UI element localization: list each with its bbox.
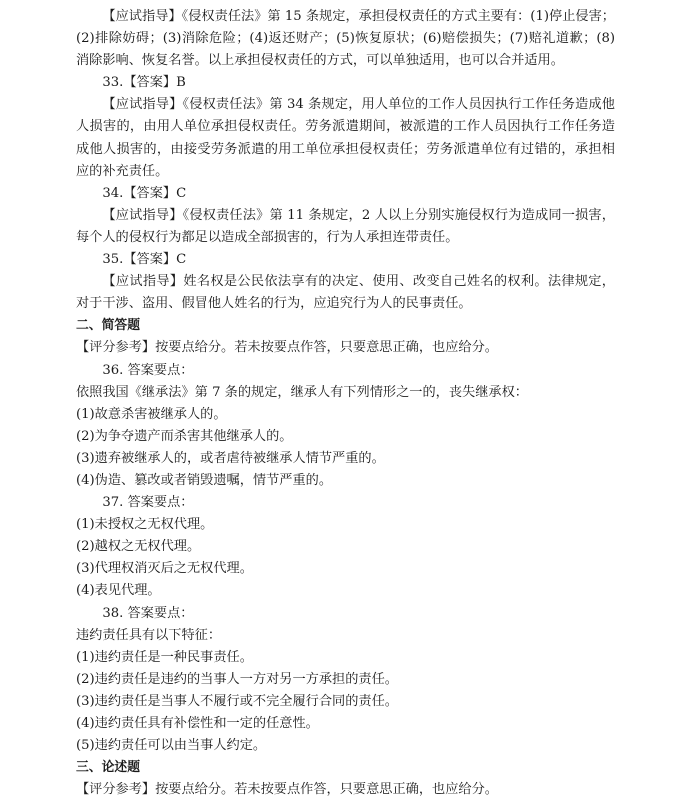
list-item: (2)为争夺遗产而杀害其他继承人的。: [76, 428, 293, 444]
list-item: 依照我国《继承法》第 7 条的规定，继承人有下列情形之一的，丧失继承权：: [76, 384, 528, 400]
list-item: 【评分参考】按要点给分。若未按要点作答，只要意思正确，也应给分。: [76, 340, 498, 356]
paragraph: 34.【答案】C: [102, 185, 187, 201]
section-heading: 三、论述题: [76, 760, 140, 776]
paragraph: 37. 答案要点：: [102, 495, 194, 511]
paragraph: 【应试指导】《侵权责任法》第 11 条规定，2 人以上分别实施侵权行为造成同一损害，每个人的侵权行为都足以造成全部损害的，行为人承担连带责任。: [76, 207, 615, 245]
list-item: 【评分参考】按要点给分。若未按要点作答，只要意思正确，也应给分。: [76, 782, 498, 798]
list-item: (5)违约责任可以由当事人约定。: [76, 738, 267, 754]
list-item: (2)违约责任是违约的当事人一方对另一方承担的责任。: [76, 671, 398, 687]
paragraph: 33.【答案】B: [102, 75, 186, 91]
list-item: (1)未授权之无权代理。: [76, 517, 214, 533]
section-heading: 二、简答题: [76, 318, 140, 334]
list-item: (2)越权之无权代理。: [76, 539, 201, 555]
list-item: (3)违约责任是当事人不履行或不完全履行合同的责任。: [76, 693, 398, 709]
list-item: (1)违约责任是一种民事责任。: [76, 649, 253, 665]
list-item: (4)违约责任具有补偿性和一定的任意性。: [76, 716, 319, 731]
list-item: (1)故意杀害被继承人的。: [76, 406, 227, 422]
answer-content: [76, 6, 615, 801]
paragraph: 【应试指导】《侵权责任法》第 34 条规定，用人单位的工作人员因执行工作任务造成他人损害的，由用人单位承担侵权责任。劳务派遣期间，被派遣的工作人员因执行工作任务造成他人损害的，由接受劳务派遣的用工单位承担侵权责任；劳务派遣单位有过错的，承担相应的补充责任。: [76, 97, 615, 179]
paragraph: 35.【答案】C: [102, 252, 187, 268]
paragraph: 38. 答案要点：: [102, 605, 194, 621]
list-item: (4)伪造、篡改或者销毁遗嘱，情节严重的。: [76, 472, 333, 488]
paragraph: 【应试指导】《侵权责任法》第 15 条规定，承担侵权责任的方式主要有：(1)停止侵害；(2)排除妨碍；(3)消除危险；(4)返还财产；(5)恢复原状；(6)赔偿损失；(7)赔礼道歉；(8)消除影响、恢复名誉。以上承担侵权责任的方式，可以单独适用，也可以合并适用。: [76, 9, 615, 69]
paragraph: 36. 答案要点：: [102, 362, 194, 378]
list-item: 违约责任具有以下特征：: [76, 627, 222, 643]
list-item: (3)遗弃被继承人的，或者虐待被继承人情节严重的。: [76, 450, 385, 466]
paragraph: 【应试指导】姓名权是公民依法享有的决定、使用、改变自己姓名的权利。法律规定，对于干涉、盗用、假冒他人姓名的行为，应追究行为人的民事责任。: [76, 274, 615, 312]
list-item: (3)代理权消灭后之无权代理。: [76, 561, 253, 577]
list-item: (4)表见代理。: [76, 583, 161, 599]
